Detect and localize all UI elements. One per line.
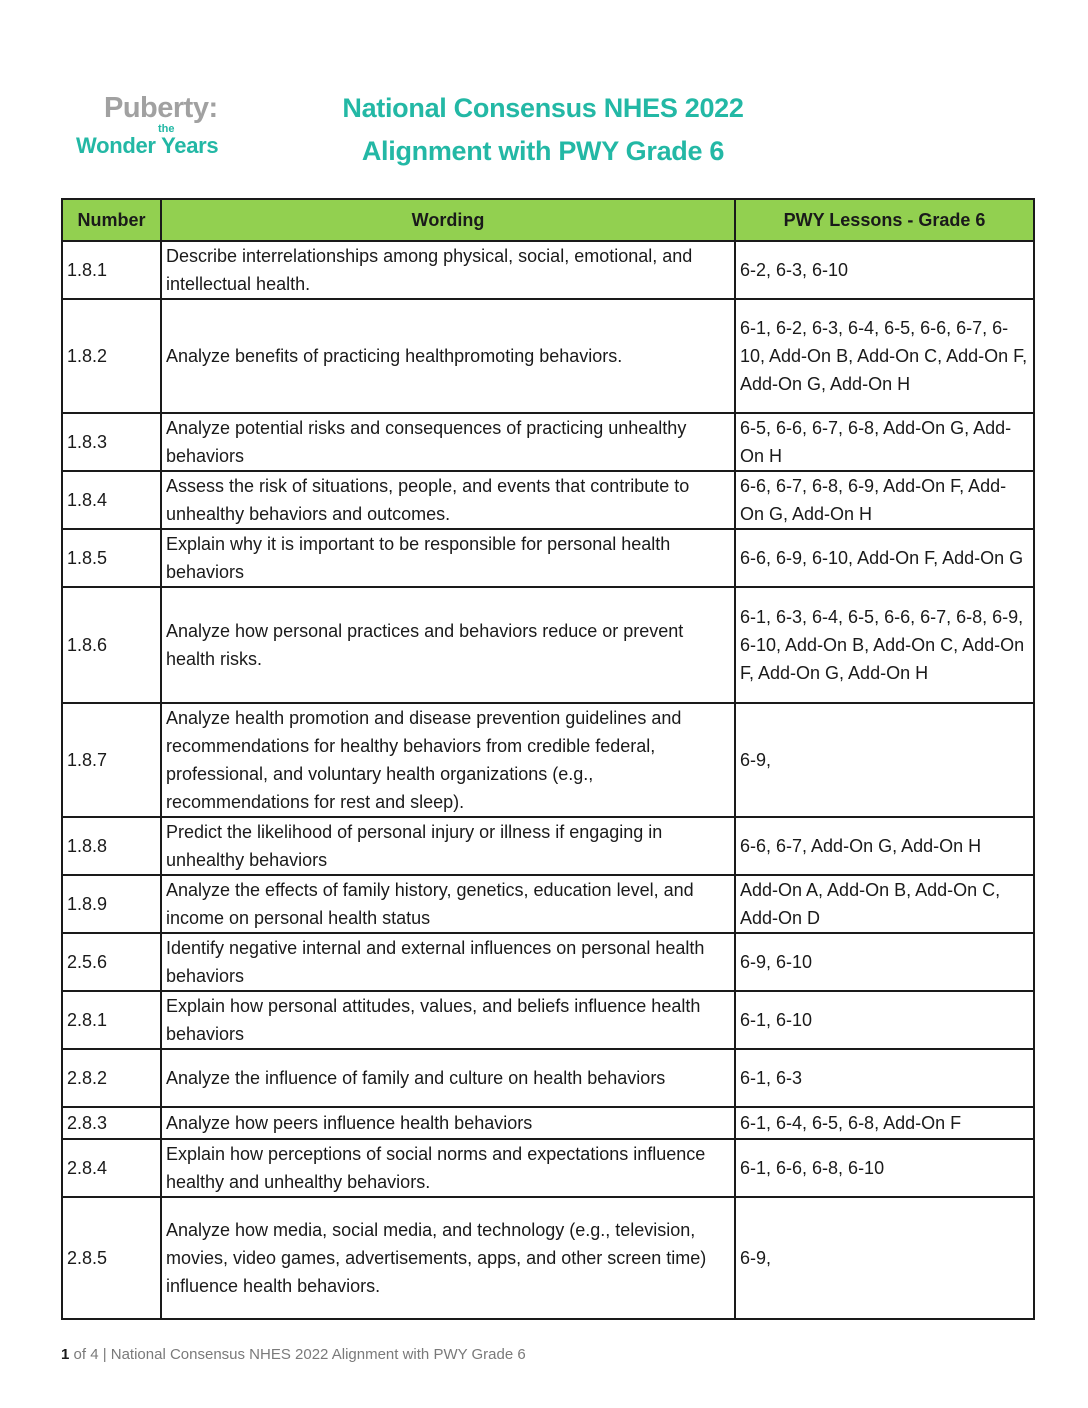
cell-lessons: 6-9,	[735, 703, 1034, 817]
header-wording: Wording	[161, 199, 735, 241]
table-row	[62, 703, 1034, 817]
header-number: Number	[62, 199, 161, 241]
cell-wording: Analyze the effects of family history, genetics, education level, and income on personal health status	[161, 875, 735, 933]
cell-number: 1.8.5	[62, 529, 161, 587]
logo	[76, 94, 246, 164]
cell-number: 1.8.6	[62, 587, 161, 703]
cell-lessons: 6-6, 6-7, 6-8, 6-9, Add-On F, Add-On G, Add-On H	[735, 471, 1034, 529]
cell-lessons: 6-1, 6-10	[735, 991, 1034, 1049]
cell-number: 2.8.1	[62, 991, 161, 1049]
cell-wording: Analyze benefits of practicing healthpromoting behaviors.	[161, 299, 735, 413]
document-title-line-1: National Consensus NHES 2022	[342, 93, 744, 123]
cell-wording: Predict the likelihood of personal injury or illness if engaging in unhealthy behaviors	[161, 817, 735, 875]
table-row	[62, 817, 1034, 875]
cell-number: 2.8.5	[62, 1197, 161, 1319]
cell-wording: Describe interrelationships among physical, social, emotional, and intellectual health.	[161, 241, 735, 299]
page-footer	[61, 1346, 526, 1363]
logo-the-text: the	[158, 123, 175, 135]
cell-lessons: 6-1, 6-6, 6-8, 6-10	[735, 1139, 1034, 1197]
cell-wording: Explain how personal attitudes, values, and beliefs influence health behaviors	[161, 991, 735, 1049]
cell-number: 1.8.4	[62, 471, 161, 529]
cell-wording: Explain how perceptions of social norms and expectations influence healthy and unhealthy behaviors.	[161, 1139, 735, 1197]
cell-lessons: 6-6, 6-9, 6-10, Add-On F, Add-On G	[735, 529, 1034, 587]
cell-number: 2.8.2	[62, 1049, 161, 1107]
table-row	[62, 933, 1034, 991]
cell-wording: Assess the risk of situations, people, and events that contribute to unhealthy behaviors and outcomes.	[161, 471, 735, 529]
table-header-row	[62, 199, 1034, 241]
cell-number: 1.8.2	[62, 299, 161, 413]
table-row	[62, 299, 1034, 413]
footer-text: of 4 | National Consensus NHES 2022 Alignment with PWY Grade 6	[69, 1346, 526, 1363]
cell-lessons: 6-9, 6-10	[735, 933, 1034, 991]
table-row	[62, 1049, 1034, 1107]
cell-number: 1.8.8	[62, 817, 161, 875]
cell-lessons: 6-1, 6-3, 6-4, 6-5, 6-6, 6-7, 6-8, 6-9, 6-10, Add-On B, Add-On C, Add-On F, Add-On G, Add-On H	[735, 587, 1034, 703]
header-lessons: PWY Lessons - Grade 6	[735, 199, 1034, 241]
footer-page-number: 1	[61, 1346, 70, 1363]
cell-number: 1.8.3	[62, 413, 161, 471]
cell-lessons: 6-2, 6-3, 6-10	[735, 241, 1034, 299]
cell-number: 1.8.7	[62, 703, 161, 817]
cell-wording: Analyze how media, social media, and technology (e.g., television, movies, video games, advertisements, apps, and other screen time) influence health behaviors.	[161, 1197, 735, 1319]
table-row	[62, 587, 1034, 703]
table-row	[62, 1139, 1034, 1197]
logo-puberty-text: Puberty:	[104, 92, 218, 124]
table-row	[62, 1197, 1034, 1319]
cell-number: 2.5.6	[62, 933, 161, 991]
table-row	[62, 875, 1034, 933]
cell-lessons: 6-6, 6-7, Add-On G, Add-On H	[735, 817, 1034, 875]
cell-lessons: 6-1, 6-2, 6-3, 6-4, 6-5, 6-6, 6-7, 6-10, Add-On B, Add-On C, Add-On F, Add-On G, Add-On H	[735, 299, 1034, 413]
document-title-line-2: Alignment with PWY Grade 6	[361, 136, 725, 166]
cell-wording: Analyze potential risks and consequences of practicing unhealthy behaviors	[161, 413, 735, 471]
table-row	[62, 471, 1034, 529]
cell-wording: Analyze how peers influence health behaviors	[161, 1107, 735, 1139]
alignment-table	[61, 198, 1035, 1320]
cell-wording: Analyze the influence of family and culture on health behaviors	[161, 1049, 735, 1107]
cell-number: 2.8.3	[62, 1107, 161, 1139]
cell-number: 1.8.1	[62, 241, 161, 299]
cell-wording: Identify negative internal and external influences on personal health behaviors	[161, 933, 735, 991]
table-row	[62, 413, 1034, 471]
cell-number: 1.8.9	[62, 875, 161, 933]
cell-wording: Analyze health promotion and disease prevention guidelines and recommendations for healthy behaviors from credible federal, professional, and voluntary health organizations (e.g., recommendations for rest and sleep).	[161, 703, 735, 817]
cell-wording: Analyze how personal practices and behaviors reduce or prevent health risks.	[161, 587, 735, 703]
table-row	[62, 529, 1034, 587]
cell-lessons: Add-On A, Add-On B, Add-On C, Add-On D	[735, 875, 1034, 933]
cell-lessons: 6-9,	[735, 1197, 1034, 1319]
table-row	[62, 991, 1034, 1049]
logo-wonder-years-text: Wonder Years	[76, 133, 219, 158]
cell-lessons: 6-5, 6-6, 6-7, 6-8, Add-On G, Add-On H	[735, 413, 1034, 471]
table-row	[62, 241, 1034, 299]
cell-lessons: 6-1, 6-4, 6-5, 6-8, Add-On F	[735, 1107, 1034, 1139]
cell-number: 2.8.4	[62, 1139, 161, 1197]
cell-lessons: 6-1, 6-3	[735, 1049, 1034, 1107]
cell-wording: Explain why it is important to be responsible for personal health behaviors	[161, 529, 735, 587]
table-row	[62, 1107, 1034, 1139]
